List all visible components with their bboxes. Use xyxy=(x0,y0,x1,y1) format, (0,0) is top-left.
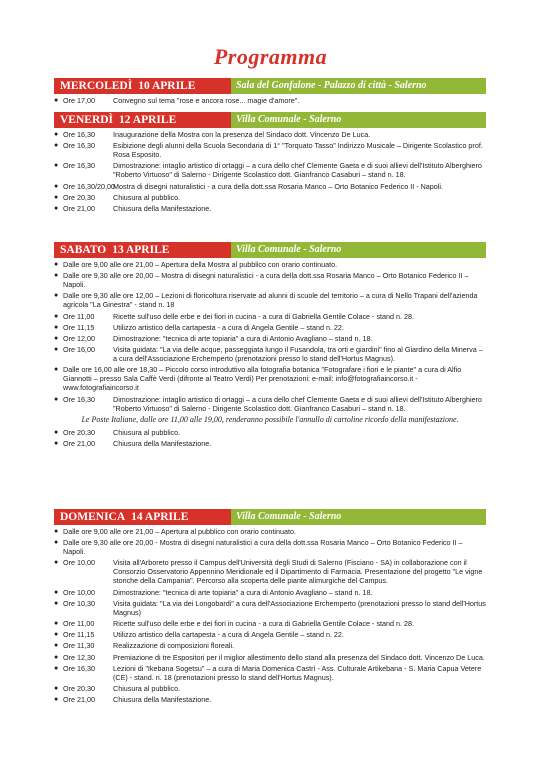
event-description: Chiusura al pubblico. xyxy=(113,683,181,693)
event-item xyxy=(54,619,486,628)
bullet-icon: ● xyxy=(54,334,59,342)
event-item xyxy=(54,260,486,269)
event-item xyxy=(54,312,486,321)
event-description: Dimostrazione: "tecnica di arte topiaria" a cura di Antonio Avagliano – stand n. 18. xyxy=(113,587,373,597)
event-item xyxy=(54,334,486,343)
event-time: Ore 11,00 xyxy=(63,618,95,628)
event-time: Ore 21,00 xyxy=(63,695,95,705)
event-description: Mostra di disegni naturalistici - a cura della dott.ssa Rosaria Manco – Orto Botanico Federico II - Napoli. xyxy=(113,181,443,191)
day-label xyxy=(54,242,231,258)
event-item xyxy=(54,271,486,289)
page-title: Programma xyxy=(213,44,328,69)
bullet-icon: ● xyxy=(54,162,59,170)
event-item xyxy=(54,641,486,650)
event-description: Inaugurazione della Mostra con la presenza del Sindaco dott. Vincenzo De Luca. xyxy=(113,130,371,139)
bullet-icon: ● xyxy=(54,664,59,672)
bullet-icon: ● xyxy=(54,684,59,692)
day-name: MERCOLEDÌ xyxy=(60,80,133,92)
event-time: Ore 11,15 xyxy=(63,630,95,640)
bullet-icon: ● xyxy=(54,428,59,436)
bullet-icon: ● xyxy=(54,131,59,138)
event-item xyxy=(54,204,486,213)
day-section xyxy=(54,78,486,107)
event-list xyxy=(54,258,486,448)
event-time: Ore 21,00 xyxy=(63,438,95,448)
day-label xyxy=(54,78,231,94)
day-header xyxy=(54,78,486,94)
event-description: Dalle ore 9,00 alle ore 21,00 – Apertura della Mostra al pubblico con orario continuato. xyxy=(63,260,338,269)
event-item xyxy=(54,395,486,413)
event-list xyxy=(54,128,486,213)
event-time: Ore 12,00 xyxy=(63,333,95,343)
event-description: Dimostrazione: intaglio artistico di ortaggi – a cura dello chef Clemente Gaeta e di suoi allievi dell'Istituto Alberghiero "Roberto Virtuoso" di Salerno - Dirigente Scolastico dott. Gianfranco Casaburi – stand n. 18. xyxy=(113,394,482,413)
event-time: Ore 10,30 xyxy=(63,598,95,608)
day-label xyxy=(54,112,231,128)
event-description: Dalle ore 16,00 alle ore 18,30 – Piccolo corso introduttivo alla fotografia botanica "Fotografare i fiori e le piante" a cura di Alfio Giannotti – presso Sala Caffè Verdi (difronte al Teatro Verdi) Per prenotazioni: e-mail: info@fotografiaincorso.it - www.fotografiaincorso.it xyxy=(63,365,462,393)
event-description: Dalle ore 9,00 alle ore 21,00 – Apertura al pubblico con orario continuato. xyxy=(63,527,296,536)
day-name: SABATO xyxy=(60,244,107,256)
bullet-icon: ● xyxy=(54,312,59,320)
day-date: 12 APRILE xyxy=(119,114,177,126)
event-item xyxy=(54,345,486,363)
bullet-icon: ● xyxy=(54,182,59,190)
day-section xyxy=(54,242,486,450)
day-date: 10 APRILE xyxy=(138,80,196,92)
event-description: Dimostrazione: intaglio artistico di ortaggi – a cura dello chef Clemente Gaeta e di suoi allievi dell'Istituto Alberghiero "Roberto Virtuoso" di Salerno - Dirigente Scolastico dott. Gianfranco Casaburi – stand n. 18. xyxy=(113,161,482,180)
event-description: Chiusura della Manifestazione. xyxy=(113,203,212,213)
day-date: 14 APRILE xyxy=(131,511,189,523)
bullet-icon: ● xyxy=(54,261,59,268)
event-item xyxy=(54,664,486,682)
bullet-icon: ● xyxy=(54,204,59,212)
event-item xyxy=(54,630,486,639)
event-description: Chiusura della Manifestazione. xyxy=(113,438,212,448)
event-description: Dalle ore 9,30 alle ore 20,00 - Mostra di disegni naturalistici a cura della dott.ssa Rosaria Manco – Orto Botanico Federico II – Napoli. xyxy=(63,538,463,557)
event-item xyxy=(54,653,486,662)
bullet-icon: ● xyxy=(54,292,59,300)
day-section xyxy=(54,509,486,706)
event-item xyxy=(54,684,486,693)
event-item xyxy=(54,558,486,585)
day-header xyxy=(54,242,486,258)
bullet-icon: ● xyxy=(54,539,59,547)
event-description: Visita all'Arboreto presso il Campus dell'Università degli Studi di Salerno (Fisciano - SA) in collaborazione con il Consorzio Osservatorio Appennino Meridionale ed il Dipartimento di Farmacia. Presentazione del progetto "Le vigne storiche della Campania". Percorso alla scoperta delle piante alimurgiche del Campus. xyxy=(113,558,483,586)
event-description: Dimostrazione: "tecnica di arte topiaria" a cura di Antonio Avagliano – stand n. 18. xyxy=(113,333,373,343)
event-item xyxy=(54,538,486,556)
event-item xyxy=(54,323,486,332)
event-time: Ore 20,30 xyxy=(63,427,95,437)
event-time: Ore 20,30 xyxy=(63,192,95,202)
event-description: Chiusura al pubblico. xyxy=(113,427,181,437)
event-item xyxy=(54,130,486,139)
bullet-icon: ● xyxy=(54,97,59,104)
event-time: Ore 16,30 xyxy=(63,663,95,673)
event-description: Utilizzo artistico della cartapesta - a cura di Angela Gentile – stand n. 22. xyxy=(113,630,344,640)
event-item xyxy=(54,527,486,536)
bullet-icon: ● xyxy=(54,395,59,403)
event-time: Ore 16,00 xyxy=(63,345,95,355)
event-description: Dalle ore 9,30 alle ore 12,00 – Lezioni di floricoltura riservate ad alunni di scuole del territorio – a cura di Nello Trapani dell'azienda agricola "La Ginestra" - stand n. 18 xyxy=(63,291,478,310)
event-description: Esibizione degli alunni della Scuola Secondaria di 1° "Torquato Tasso" Indirizzo Musicale – Dirigente Scolastico prof. Rosa Esposito. xyxy=(113,141,483,160)
event-item xyxy=(54,365,486,392)
event-description: Visita guidata: "La via delle acque, passeggiata lungo il Fusandola, tra orti e giardini" fino al Giardino della Minerva – a cura dell'Associazione Erchemperto (prenotazioni presso lo stand dell'Hortus Magnus). xyxy=(113,345,483,364)
event-item xyxy=(54,291,486,309)
day-name: DOMENICA xyxy=(60,511,126,523)
bullet-icon: ● xyxy=(54,193,59,201)
event-item xyxy=(54,161,486,179)
bullet-icon: ● xyxy=(54,653,59,661)
event-description: Premiazione di tre Espositori per il miglior allestimento dello stand alla presenza del Sindaco dott. Vincenzo De Luca. xyxy=(113,652,485,662)
day-name: VENERDÌ xyxy=(60,114,114,126)
event-time: Ore 16,30 xyxy=(63,394,95,404)
day-venue: Villa Comunale - Salerno xyxy=(231,509,486,525)
day-venue: Villa Comunale - Salerno xyxy=(231,112,486,128)
event-time: Ore 10,00 xyxy=(63,558,95,568)
bullet-icon: ● xyxy=(54,142,59,150)
event-description: Ricette sull'uso delle erbe e dei fiori in cucina - a cura di Gabriella Gentile Colace - stand n. 28. xyxy=(113,618,415,628)
bullet-icon: ● xyxy=(54,346,59,354)
event-time: Ore 11,30 xyxy=(63,641,95,651)
poste-note: Le Poste Italiane, dalle ore 11,00 alle 19,00, renderanno possibile l'annullo di cartoline ricordo della manifestazione. xyxy=(81,414,459,424)
bullet-icon: ● xyxy=(54,599,59,607)
day-date: 13 APRILE xyxy=(112,244,170,256)
day-section xyxy=(54,112,486,215)
event-item xyxy=(54,96,486,105)
day-label xyxy=(54,509,231,525)
event-description: Utilizzo artistico della cartapesta - a cura di Angela Gentile – stand n. 22. xyxy=(113,322,344,332)
event-time: Ore 16,30 xyxy=(63,130,95,139)
event-description: Chiusura della Manifestazione. xyxy=(113,695,212,705)
bullet-icon: ● xyxy=(54,323,59,331)
bullet-icon: ● xyxy=(54,528,59,535)
bullet-icon: ● xyxy=(54,439,59,447)
event-description: Visita guidata: "La via dei Longobardi" a cura dell'Associazione Erchemperto (prenotazioni presso lo stand dell'Hortus Magnus) xyxy=(113,598,486,617)
bullet-icon: ● xyxy=(54,631,59,639)
event-item xyxy=(54,439,486,448)
event-time: Ore 21,00 xyxy=(63,203,95,213)
event-item xyxy=(54,182,486,191)
bullet-icon: ● xyxy=(54,642,59,650)
event-description: Chiusura al pubblico. xyxy=(113,192,181,202)
day-header xyxy=(54,112,486,128)
event-item xyxy=(54,588,486,597)
event-description: Convegno sul tema "rose e ancora rose... magie d'amore". xyxy=(113,96,300,105)
event-description: Lezioni di "Ikebana Sogetsu" – a cura di Maria Domenica Castrì - Ass. Culturale Artikebana - S. Maria Capua Vetere (CE) - stand. n. 18 (prenotazioni presso lo stand dell'Hortus Magnus). xyxy=(113,663,482,682)
event-item xyxy=(54,695,486,704)
event-list xyxy=(54,525,486,704)
bullet-icon: ● xyxy=(54,696,59,704)
bullet-icon: ● xyxy=(54,272,59,280)
bullet-icon: ● xyxy=(54,619,59,627)
event-time: Ore 10,00 xyxy=(63,587,95,597)
event-item xyxy=(54,599,486,617)
event-description: Dalle ore 9,30 alle ore 20,00 – Mostra di disegni naturalistici - a cura della dott.ssa Rosaria Manco – Orto Botanico Federico II – Napoli. xyxy=(63,271,469,290)
event-description: Ricette sull'uso delle erbe e dei fiori in cucina - a cura di Gabriella Gentile Colace - stand n. 28. xyxy=(113,311,415,321)
event-description: Realizzazione di composizioni floreali. xyxy=(113,641,235,651)
event-time: Ore 11,00 xyxy=(63,311,95,321)
event-time: Ore 16,30 xyxy=(63,161,95,171)
day-venue: Villa Comunale - Salerno xyxy=(231,242,486,258)
event-item xyxy=(54,193,486,202)
event-list xyxy=(54,94,486,105)
event-time: Ore 20,30 xyxy=(63,683,95,693)
event-time: Ore 17,00 xyxy=(63,96,95,105)
event-time: Ore 12,30 xyxy=(63,652,95,662)
event-item xyxy=(54,141,486,159)
event-time: Ore 16,30/20,00 xyxy=(63,181,115,191)
event-time: Ore 11,15 xyxy=(63,322,95,332)
bullet-icon: ● xyxy=(54,559,59,567)
event-time: Ore 16,30 xyxy=(63,141,95,151)
event-item xyxy=(54,428,486,437)
bullet-icon: ● xyxy=(54,588,59,596)
day-header xyxy=(54,509,486,525)
day-venue: Sala del Gonfalone - Palazzo di città - Salerno xyxy=(231,78,486,94)
bullet-icon: ● xyxy=(54,366,59,374)
